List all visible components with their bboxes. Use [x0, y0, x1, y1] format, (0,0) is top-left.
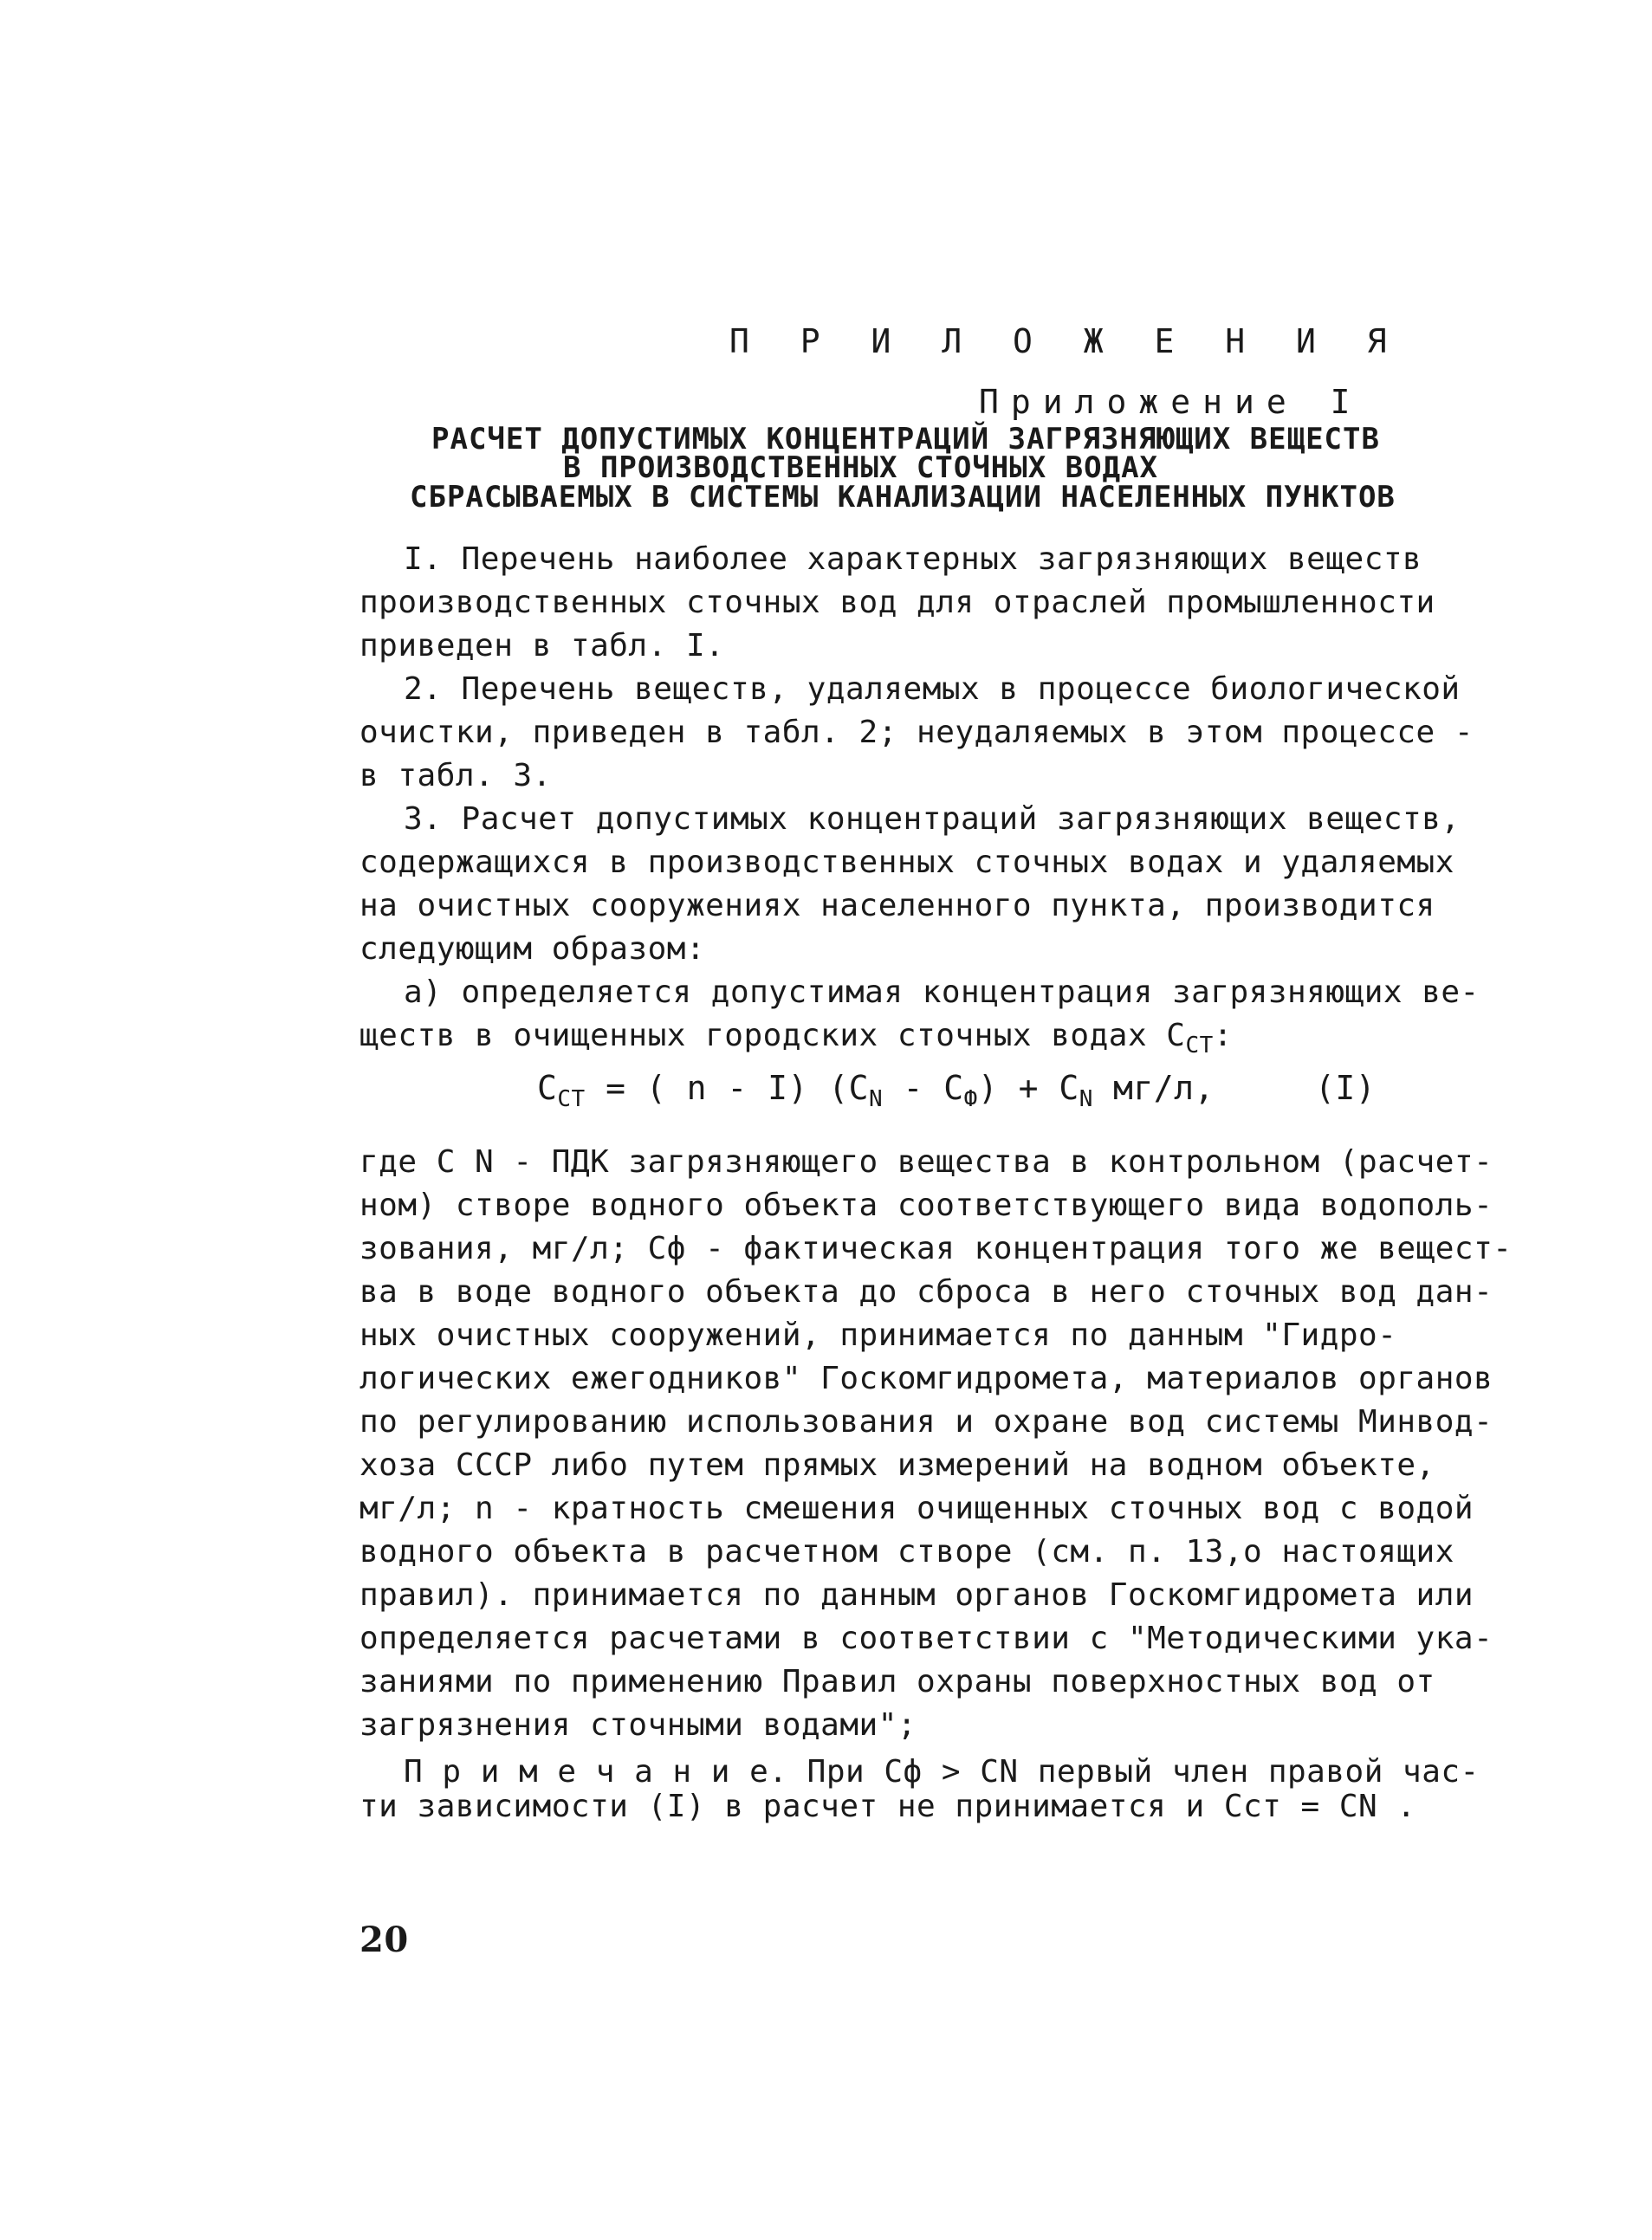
paragraph-3-line-2: содержащихся в производственных сточных водах и удаляемых [360, 845, 1454, 880]
section-heading: П Р И Л О Ж Е Н И Я [729, 322, 1403, 360]
formula-sub-n2: N [1079, 1086, 1093, 1112]
paragraph-2-line-3: в табл. 3. [360, 758, 552, 793]
where-line-14: загрязнения сточными водами"; [360, 1707, 917, 1743]
note-line-2: ти зависимости (I) в расчет не принимается и Сст = СN . [360, 1789, 1416, 1824]
note-line-1: П р и м е ч а н и е. При Сф > СN первый член правой час- [404, 1754, 1480, 1790]
formula-number: (I) [1315, 1069, 1377, 1107]
where-line-1: где С N - ПДК загрязняющего вещества в контрольном (расчет- [360, 1144, 1493, 1180]
formula-lhs: С [537, 1069, 558, 1107]
paragraph-3-line-1: 3. Расчет допустимых концентраций загрязняющих веществ, [404, 801, 1461, 837]
formula-sub-f: Ф [963, 1086, 978, 1112]
formula-part-2: - С [883, 1069, 964, 1107]
subscript-ct: СТ [1185, 1033, 1214, 1058]
where-line-5: ных очистных сооружений, принимается по данным "Гидро- [360, 1317, 1397, 1353]
item-a-line-2-text: ществ в очищенных городских сточных водах С [360, 1018, 1186, 1053]
paragraph-1-line-3: приведен в табл. I. [360, 628, 725, 664]
item-a-line-2 [360, 1018, 1233, 1058]
where-line-10: водного объекта в расчетном створе (см. п. 13,о настоящих [360, 1534, 1454, 1570]
title-line-1: РАСЧЕТ ДОПУСТИМЫХ КОНЦЕНТРАЦИЙ ЗАГРЯЗНЯЮЩИХ ВЕЩЕСТВ [431, 422, 1380, 456]
where-line-2: ном) створе водного объекта соответствующего вида водополь- [360, 1188, 1493, 1223]
where-line-4: ва в воде водного объекта до сброса в него сточных вод дан- [360, 1274, 1493, 1310]
paragraph-1-line-2: производственных сточных вод для отраслей промышленности [360, 585, 1435, 620]
paragraph-3-line-3: на очистных сооружениях населенного пункта, производится [360, 888, 1435, 923]
where-line-9: мг/л; n - кратность смешения очищенных сточных вод с водой [360, 1491, 1474, 1526]
where-line-12: определяется расчетами в соответствии с "Методическими ука- [360, 1621, 1493, 1656]
title-line-2: В ПРОИЗВОДСТВЕННЫХ СТОЧНЫХ ВОДАХ [563, 450, 1159, 485]
where-line-8: хоза СССР либо путем прямых измерений на водном объекте, [360, 1447, 1435, 1483]
paragraph-2-line-2: очистки, приведен в табл. 2; неудаляемых в этом процессе - [360, 715, 1474, 750]
title-line-3: СБРАСЫВАЕМЫХ В СИСТЕМЫ КАНАЛИЗАЦИИ НАСЕЛЕННЫХ ПУНКТОВ [410, 480, 1396, 515]
formula-part-3: ) + С [977, 1069, 1079, 1107]
paragraph-2-line-1: 2. Перечень веществ, удаляемых в процессе биологической [404, 671, 1461, 707]
formula-sub-n: N [869, 1086, 884, 1112]
formula-part-1: = ( n - I) (С [585, 1069, 869, 1107]
paragraph-3-line-4: следующим образом: [360, 931, 706, 967]
item-a-line-2-tail: : [1213, 1018, 1233, 1053]
where-line-6: логических ежегодников" Госкомгидромета, материалов органов [360, 1361, 1493, 1396]
page-number: 20 [360, 1920, 409, 1960]
paragraph-1-line-1: I. Перечень наиболее характерных загрязняющих веществ [404, 541, 1422, 577]
where-line-3: зования, мг/л; Сф - фактическая концентрация того же вещест- [360, 1231, 1513, 1266]
formula-units: мг/л, [1113, 1069, 1215, 1107]
appendix-label: Приложение I [979, 383, 1363, 421]
item-a-line-1: а) определяется допустимая концентрация загрязняющих ве- [404, 974, 1480, 1010]
where-line-13: заниями по применению Правил охраны поверхностных вод от [360, 1664, 1435, 1699]
where-line-11: правил). принимается по данным органов Госкомгидромета или [360, 1577, 1474, 1613]
where-line-7: по регулированию использования и охране вод системы Минвод- [360, 1404, 1493, 1440]
formula-1 [537, 1069, 1093, 1112]
formula-lhs-sub: СТ [557, 1086, 586, 1112]
